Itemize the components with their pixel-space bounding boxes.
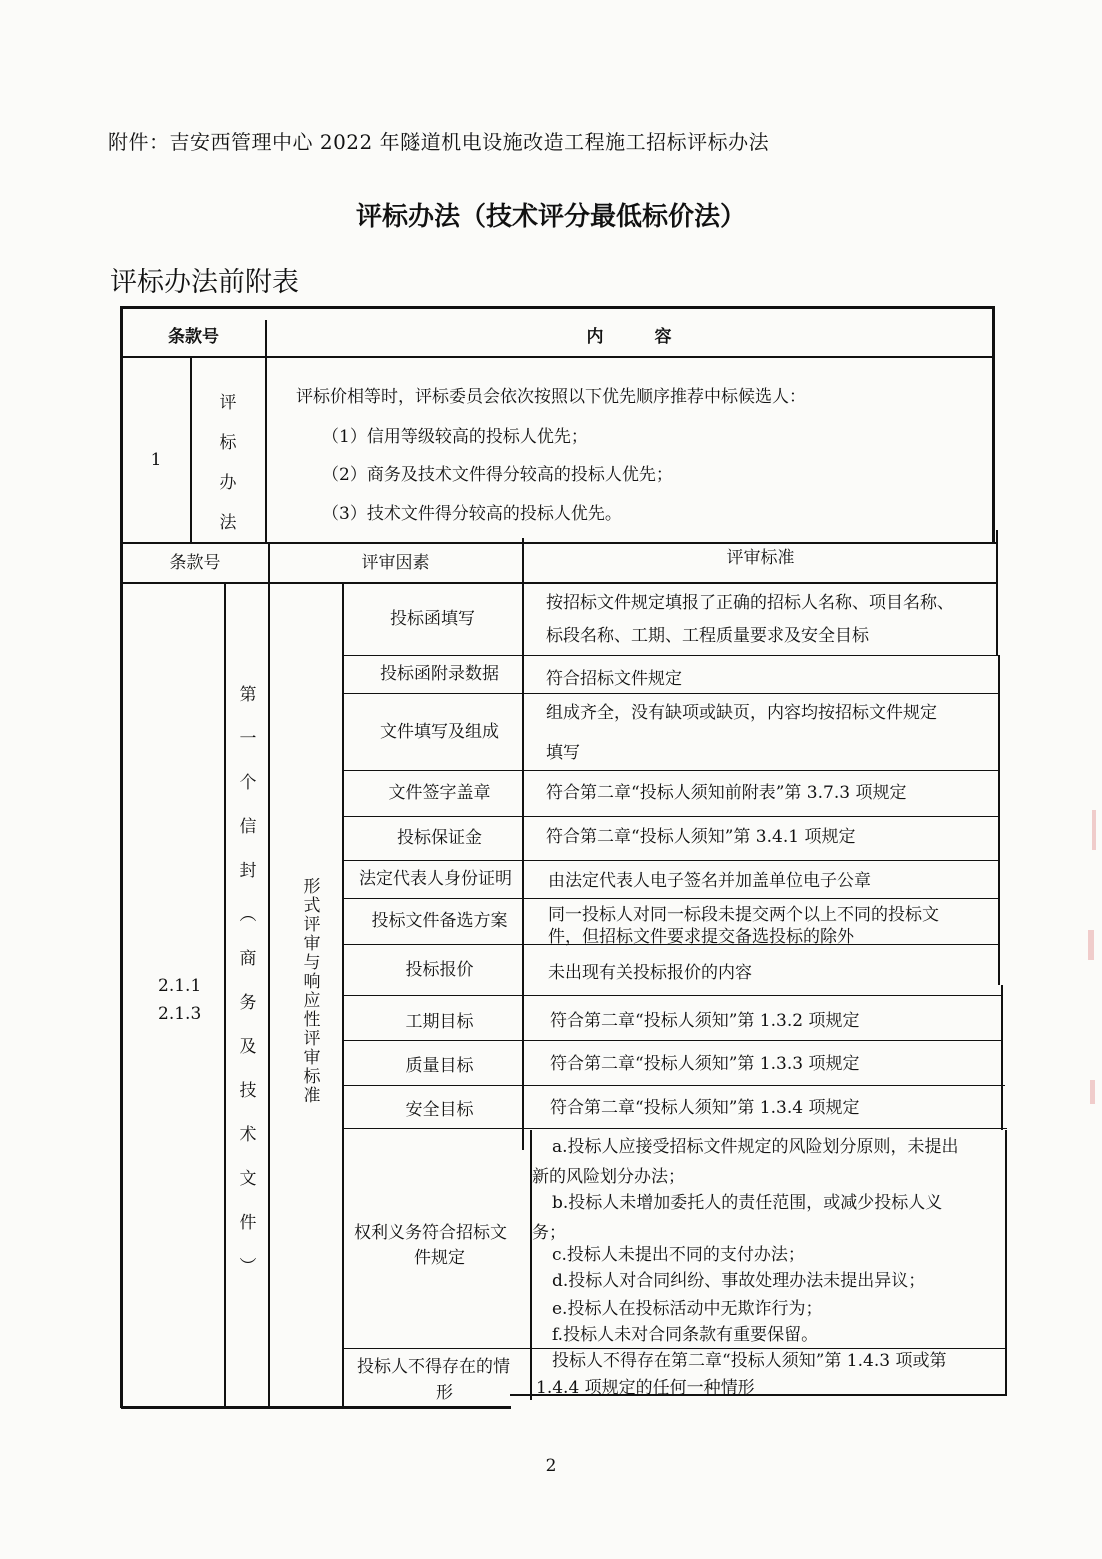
envelope-label xyxy=(228,680,268,1296)
table1-label-divider xyxy=(190,358,192,544)
table1-row-label xyxy=(200,388,256,533)
category-char: 审 xyxy=(303,934,321,954)
table2-border-right-mid xyxy=(998,655,1000,985)
standard-line: 由法定代表人电子签名并加盖单位电子公章 xyxy=(548,871,871,891)
table2-col-divider-1 xyxy=(268,542,270,1408)
row-divider xyxy=(342,816,1000,817)
category-char: 式 xyxy=(303,896,321,916)
standard-line: 符合第二章“投标人须知”第 1.3.2 项规定 xyxy=(550,1011,860,1031)
rights-line: c.投标人未提出不同的支付办法； xyxy=(552,1245,805,1265)
standard-line: 符合第二章“投标人须知”第 3.4.1 项规定 xyxy=(546,827,856,847)
category-char: 评 xyxy=(303,915,321,935)
category-char: 标 xyxy=(303,1067,321,1087)
category-char: 应 xyxy=(303,991,321,1011)
seal-edge-mark xyxy=(1092,810,1096,850)
page-number: 2 xyxy=(545,1456,557,1476)
rights-line: a.投标人应接受招标文件规定的风险划分原则，未提出 xyxy=(552,1137,959,1157)
table2-header-standard: 评审标准 xyxy=(726,547,795,568)
attachment-title: 附件：吉安西管理中心 2022 年隧道机电设施改造工程施工招标评标办法 xyxy=(108,130,770,154)
factor-cell: 文件填写及组成 xyxy=(380,721,499,742)
envelope-char: 信 xyxy=(239,817,257,837)
label-char: 评 xyxy=(219,393,237,413)
seal-edge-mark xyxy=(1088,930,1094,960)
clause-number: 2.1.3 xyxy=(158,1004,202,1024)
standard-line: 组成齐全，没有缺项或缺页，内容均按招标文件规定 xyxy=(546,703,937,723)
standard-line: 符合第二章“投标人须知前附表”第 3.7.3 项规定 xyxy=(546,783,907,803)
category-char: 与 xyxy=(303,953,321,973)
envelope-char: 第 xyxy=(239,685,257,705)
factor-cell: 投标保证金 xyxy=(397,828,482,849)
table1-header-content: 内 容 xyxy=(586,327,672,348)
table1-border-top xyxy=(120,306,994,309)
table2-border-right-bottom xyxy=(1005,1130,1007,1395)
envelope-char: 文 xyxy=(239,1169,257,1189)
seal-edge-mark xyxy=(1090,1080,1095,1104)
category-char: 形 xyxy=(303,877,321,897)
factor-cell: 投标文件备选方案 xyxy=(371,911,508,932)
standard-line: 填写 xyxy=(546,743,580,763)
envelope-char: 封 xyxy=(239,861,257,881)
table2-border-bottom-left xyxy=(121,1406,511,1409)
factor-cell: 投标报价 xyxy=(405,959,474,980)
label-char: 办 xyxy=(219,473,237,493)
standard-line: 标段名称、工期、工程质量要求及安全目标 xyxy=(546,626,869,646)
table2-header-clause: 条款号 xyxy=(169,552,221,573)
envelope-char: 务 xyxy=(239,993,257,1013)
row-divider xyxy=(342,995,1003,996)
table1-content-intro: 评标价相等时，评标委员会依次按照以下优先顺序推荐中标候选人： xyxy=(296,387,806,407)
standard-line: 未出现有关投标报价的内容 xyxy=(548,963,752,983)
standard-line: 按招标文件规定填报了正确的招标人名称、项目名称、 xyxy=(546,593,954,613)
label-char: 标 xyxy=(219,433,237,453)
standard-line: 件，但招标文件要求提交备选投标的除外 xyxy=(548,927,854,947)
category-char: 响 xyxy=(303,972,321,992)
category-char: 性 xyxy=(303,1010,321,1030)
envelope-char: 技 xyxy=(239,1081,257,1101)
table1-header-clause: 条款号 xyxy=(168,327,219,348)
table2-header-factor: 评审因素 xyxy=(361,552,430,573)
rights-line: d.投标人对合同纠纷、事故处理办法未提出异议； xyxy=(552,1271,926,1291)
standard-line: 符合招标文件规定 xyxy=(546,669,682,689)
table2-border-right-lower xyxy=(1001,985,1003,1130)
factor-cell: 投标函附录数据 xyxy=(380,664,499,685)
factor-cell: 工期目标 xyxy=(405,1011,474,1032)
envelope-char: 及 xyxy=(239,1037,257,1057)
table1-header-divider xyxy=(122,356,994,358)
standard-line: 符合第二章“投标人须知”第 1.3.3 项规定 xyxy=(550,1054,860,1074)
rights-factor-line: 件规定 xyxy=(414,1248,465,1268)
last-standard-line: 投标人不得存在第二章“投标人须知”第 1.4.3 项或第 xyxy=(552,1351,947,1371)
rights-line: b.投标人未增加委托人的责任范围，或减少投标人义 xyxy=(552,1193,943,1213)
factor-cell: 质量目标 xyxy=(405,1056,474,1077)
category-char: 审 xyxy=(303,1048,321,1068)
category-char: 准 xyxy=(303,1086,321,1106)
section-title: 评标办法前附表 xyxy=(110,267,299,298)
row-divider xyxy=(342,693,1000,694)
envelope-char: 术 xyxy=(239,1125,257,1145)
row-divider xyxy=(342,655,1000,656)
standard-line: 同一投标人对同一标段未提交两个以上不同的投标文 xyxy=(548,905,939,925)
clause-number: 2.1.1 xyxy=(158,976,202,996)
category-char: 评 xyxy=(303,1029,321,1049)
table2-header-divider xyxy=(122,582,998,584)
table1-border-right xyxy=(992,306,995,544)
standard-line: 符合第二章“投标人须知”第 1.3.4 项规定 xyxy=(550,1098,860,1118)
table1-row-number: 1 xyxy=(150,450,162,471)
category-label xyxy=(290,878,334,1106)
table1-content-item: （3）技术文件得分较高的投标人优先。 xyxy=(322,504,622,524)
row-divider xyxy=(342,770,1000,771)
factor-cell: 安全目标 xyxy=(405,1100,474,1121)
row-divider xyxy=(342,898,1000,899)
row-divider xyxy=(342,860,1000,861)
envelope-char: ︶ xyxy=(239,1257,257,1277)
envelope-char: 个 xyxy=(239,773,257,793)
last-factor-line: 形 xyxy=(436,1383,453,1403)
rights-line: 新的风险划分办法； xyxy=(532,1167,685,1187)
rights-line: e.投标人在投标活动中无欺诈行为； xyxy=(552,1299,823,1319)
envelope-char: 件 xyxy=(239,1213,257,1233)
envelope-char: 一 xyxy=(239,729,257,749)
rights-line: f.投标人未对合同条款有重要保留。 xyxy=(552,1325,819,1345)
table1-content-item: （1）信用等级较高的投标人优先； xyxy=(322,427,588,447)
table2-col-divider-env xyxy=(224,583,226,1407)
last-factor-line: 投标人不得存在的情 xyxy=(357,1357,510,1377)
table1-content-item: （2）商务及技术文件得分较高的投标人优先； xyxy=(322,465,673,485)
factor-cell: 投标函填写 xyxy=(390,608,475,629)
rights-line: 务； xyxy=(532,1223,566,1243)
factor-cell: 法定代表人身份证明 xyxy=(359,869,512,890)
envelope-char: ︵ xyxy=(239,905,257,925)
label-char: 法 xyxy=(219,513,237,533)
last-standard-line: 1.4.4 项规定的任何一种情形 xyxy=(536,1378,755,1398)
rights-factor-line: 权利义务符合招标文 xyxy=(354,1223,507,1243)
envelope-char: 商 xyxy=(239,949,257,969)
main-title: 评标办法（技术评分最低标价法） xyxy=(355,202,746,232)
factor-cell: 文件签字盖章 xyxy=(388,783,491,804)
